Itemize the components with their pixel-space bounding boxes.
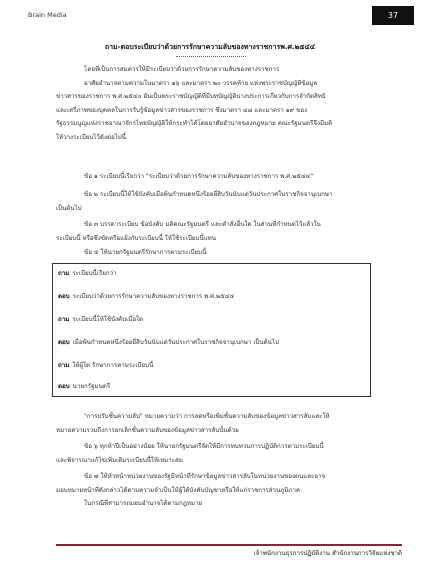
qa-text: ระเบียบว่าด้วยการรักษาความลับของทางราชการ พ.ศ.๒๕๔๔ <box>72 293 235 300</box>
intro-line: อาศัยอำนาจตามความในมาตรา ๑๖ และมาตรา ๒๐ วรรคท้าย แห่งพระราชบัญญัติข้อมูล <box>84 79 318 87</box>
footer-divider <box>56 544 402 546</box>
clause-line: ข้อ ๗ ให้หัวหน้าหน่วยงานของรัฐมีหน้าที่รักษาข้อมูลข่าวสารลับในหน่วยงานของตนและอาจ <box>84 473 326 480</box>
qa-text: ให้ผู้ใด รักษาการตามระเบียบนี้ <box>72 362 154 369</box>
clause-4 <box>56 246 376 260</box>
intro-line: รัฐธรรมนูญแห่งราชอาณาจักรไทยบัญญัติให้กระทำได้โดยอาศัยอำนาจของกฎหมาย คณะรัฐมนตรีจึงมีมติ <box>56 120 333 128</box>
clause-line: ข้อ ๒ ระเบียบนี้ให้ใช้บังคับเมื่อพ้นกำหนดหนึ่งร้อยยี่สิบวันนับแต่วันประกาศในราชกิจจานุเบกษา <box>84 191 333 198</box>
clause-7 <box>56 470 376 511</box>
clause-line: และพิจารณาแก้ไขเพิ่มเติมระเบียบนี้ให้เหมาะสม <box>56 456 183 464</box>
clause-2 <box>56 188 376 215</box>
title-divider <box>176 56 246 57</box>
intro-paragraph <box>56 63 376 145</box>
intro-line: โดยที่เป็นการสมควรให้มีระเบียบว่าด้วยการรักษาความลับของทางราชการ <box>84 66 280 73</box>
clause-line: ข้อ ๔ ให้นายกรัฐมนตรีรักษาการตามระเบียบนี้ <box>84 249 207 256</box>
clause-line: ข้อ ๓ บรรดาระเบียบ ข้อบังคับ มติคณะรัฐมนตรี และคำสั่งอื่นใด ในส่วนที่กำหนดไว้แล้วใน <box>84 221 321 228</box>
definition-paragraph <box>56 410 376 437</box>
qa-text: เมื่อพ้นกำหนดหนึ่งร้อยยี่สิบวันนับแต่วันประกาศในราชกิจจานุเบกษา เป็นต้นไป <box>72 339 279 346</box>
page-header <box>0 0 423 26</box>
qa-label: ตอบ <box>58 293 70 300</box>
qa-box <box>52 263 371 397</box>
clause-line: ข้อ ๑ ระเบียบนี้เรียกว่า "ระเบียบว่าด้วยการรักษาความลับของทางราชการ พ.ศ.๒๕๔๔" <box>84 173 314 180</box>
intro-line: ให้วางระเบียบไว้ดังต่อไปนี้ <box>56 133 126 141</box>
qa-row <box>58 314 143 324</box>
clause-line: เป็นต้นไป <box>56 204 82 212</box>
footer-text: เจ้าพนักงานธุรการปฏิบัติงาน สำนักงานการวิจัยแห่งชาติ <box>253 550 402 557</box>
clause-line: ระเบียบนี้ หรือซึ่งขัดหรือแย้งกับระเบียบนี้ ให้ใช้ระเบียบนี้แทน <box>56 234 216 242</box>
clause-3 <box>56 218 376 245</box>
qa-row <box>58 337 279 347</box>
clause-1 <box>56 170 376 184</box>
qa-label: ตอบ <box>58 383 70 390</box>
clause-line: ข้อ ๖ ทุกห้าปีเป็นอย่างน้อย ให้นายกรัฐมนตรีจัดให้มีการทบทวนการปฏิบัติการตามระเบียบนี้ <box>84 443 324 450</box>
qa-label: ถาม <box>58 316 70 323</box>
clause-line: มอบหมายหน้าที่ดังกล่าวได้ตามความจำเป็นให้ผู้ใต้บังคับบัญชาหรือให้แก่ราชการส่วนภูมิภาค <box>56 486 301 494</box>
definition-line: หมายความรวมถึงการยกเลิกชั้นความลับของข้อมูลข่าวสารลับนั้นด้วย <box>56 426 239 434</box>
qa-label: ถาม <box>58 362 70 369</box>
page-number: 37 <box>372 6 414 25</box>
document-title: ถาม-ตอบระเบียบว่าด้วยการรักษาความลับของทางราชการพ.ศ.๒๕๔๔ <box>104 43 316 51</box>
qa-label: ถาม <box>58 270 70 277</box>
qa-text: ระเบียบนี้ให้ใช้บังคับเมื่อใด <box>72 316 144 323</box>
clause-line: ในกรณีที่สามารถมอบอำนาจได้ตามกฎหมาย <box>84 500 203 508</box>
clause-6 <box>56 440 376 467</box>
intro-line: และเสรีภาพของบุคคลในการรับรู้ข้อมูลข่าวสารของราชการ ซึ่งมาตรา ๔๘ และมาตรา ๑๙ ของ <box>56 106 308 114</box>
qa-text: ระเบียบนี้เรียกว่า <box>72 270 117 277</box>
qa-label: ตอบ <box>58 339 70 346</box>
brand-name: Brain Media <box>28 11 67 19</box>
qa-text: นายกรัฐมนตรี <box>72 383 111 390</box>
qa-row <box>58 291 234 301</box>
intro-line: ข่าวสารของราชการ พ.ศ.๒๕๔๐ อันเป็นพระราชบัญญัติที่มีบทบัญญัติบางประการเกี่ยวกับการจำกัดสิทธิ <box>56 93 326 101</box>
qa-row <box>58 360 153 370</box>
definition-line: "การปรับชั้นความลับ" หมายความว่า การลดหรือเพิ่มชั้นความลับของข้อมูลข่าวสารลับและให้ <box>84 413 330 420</box>
qa-row <box>58 381 110 391</box>
qa-row <box>58 268 117 278</box>
